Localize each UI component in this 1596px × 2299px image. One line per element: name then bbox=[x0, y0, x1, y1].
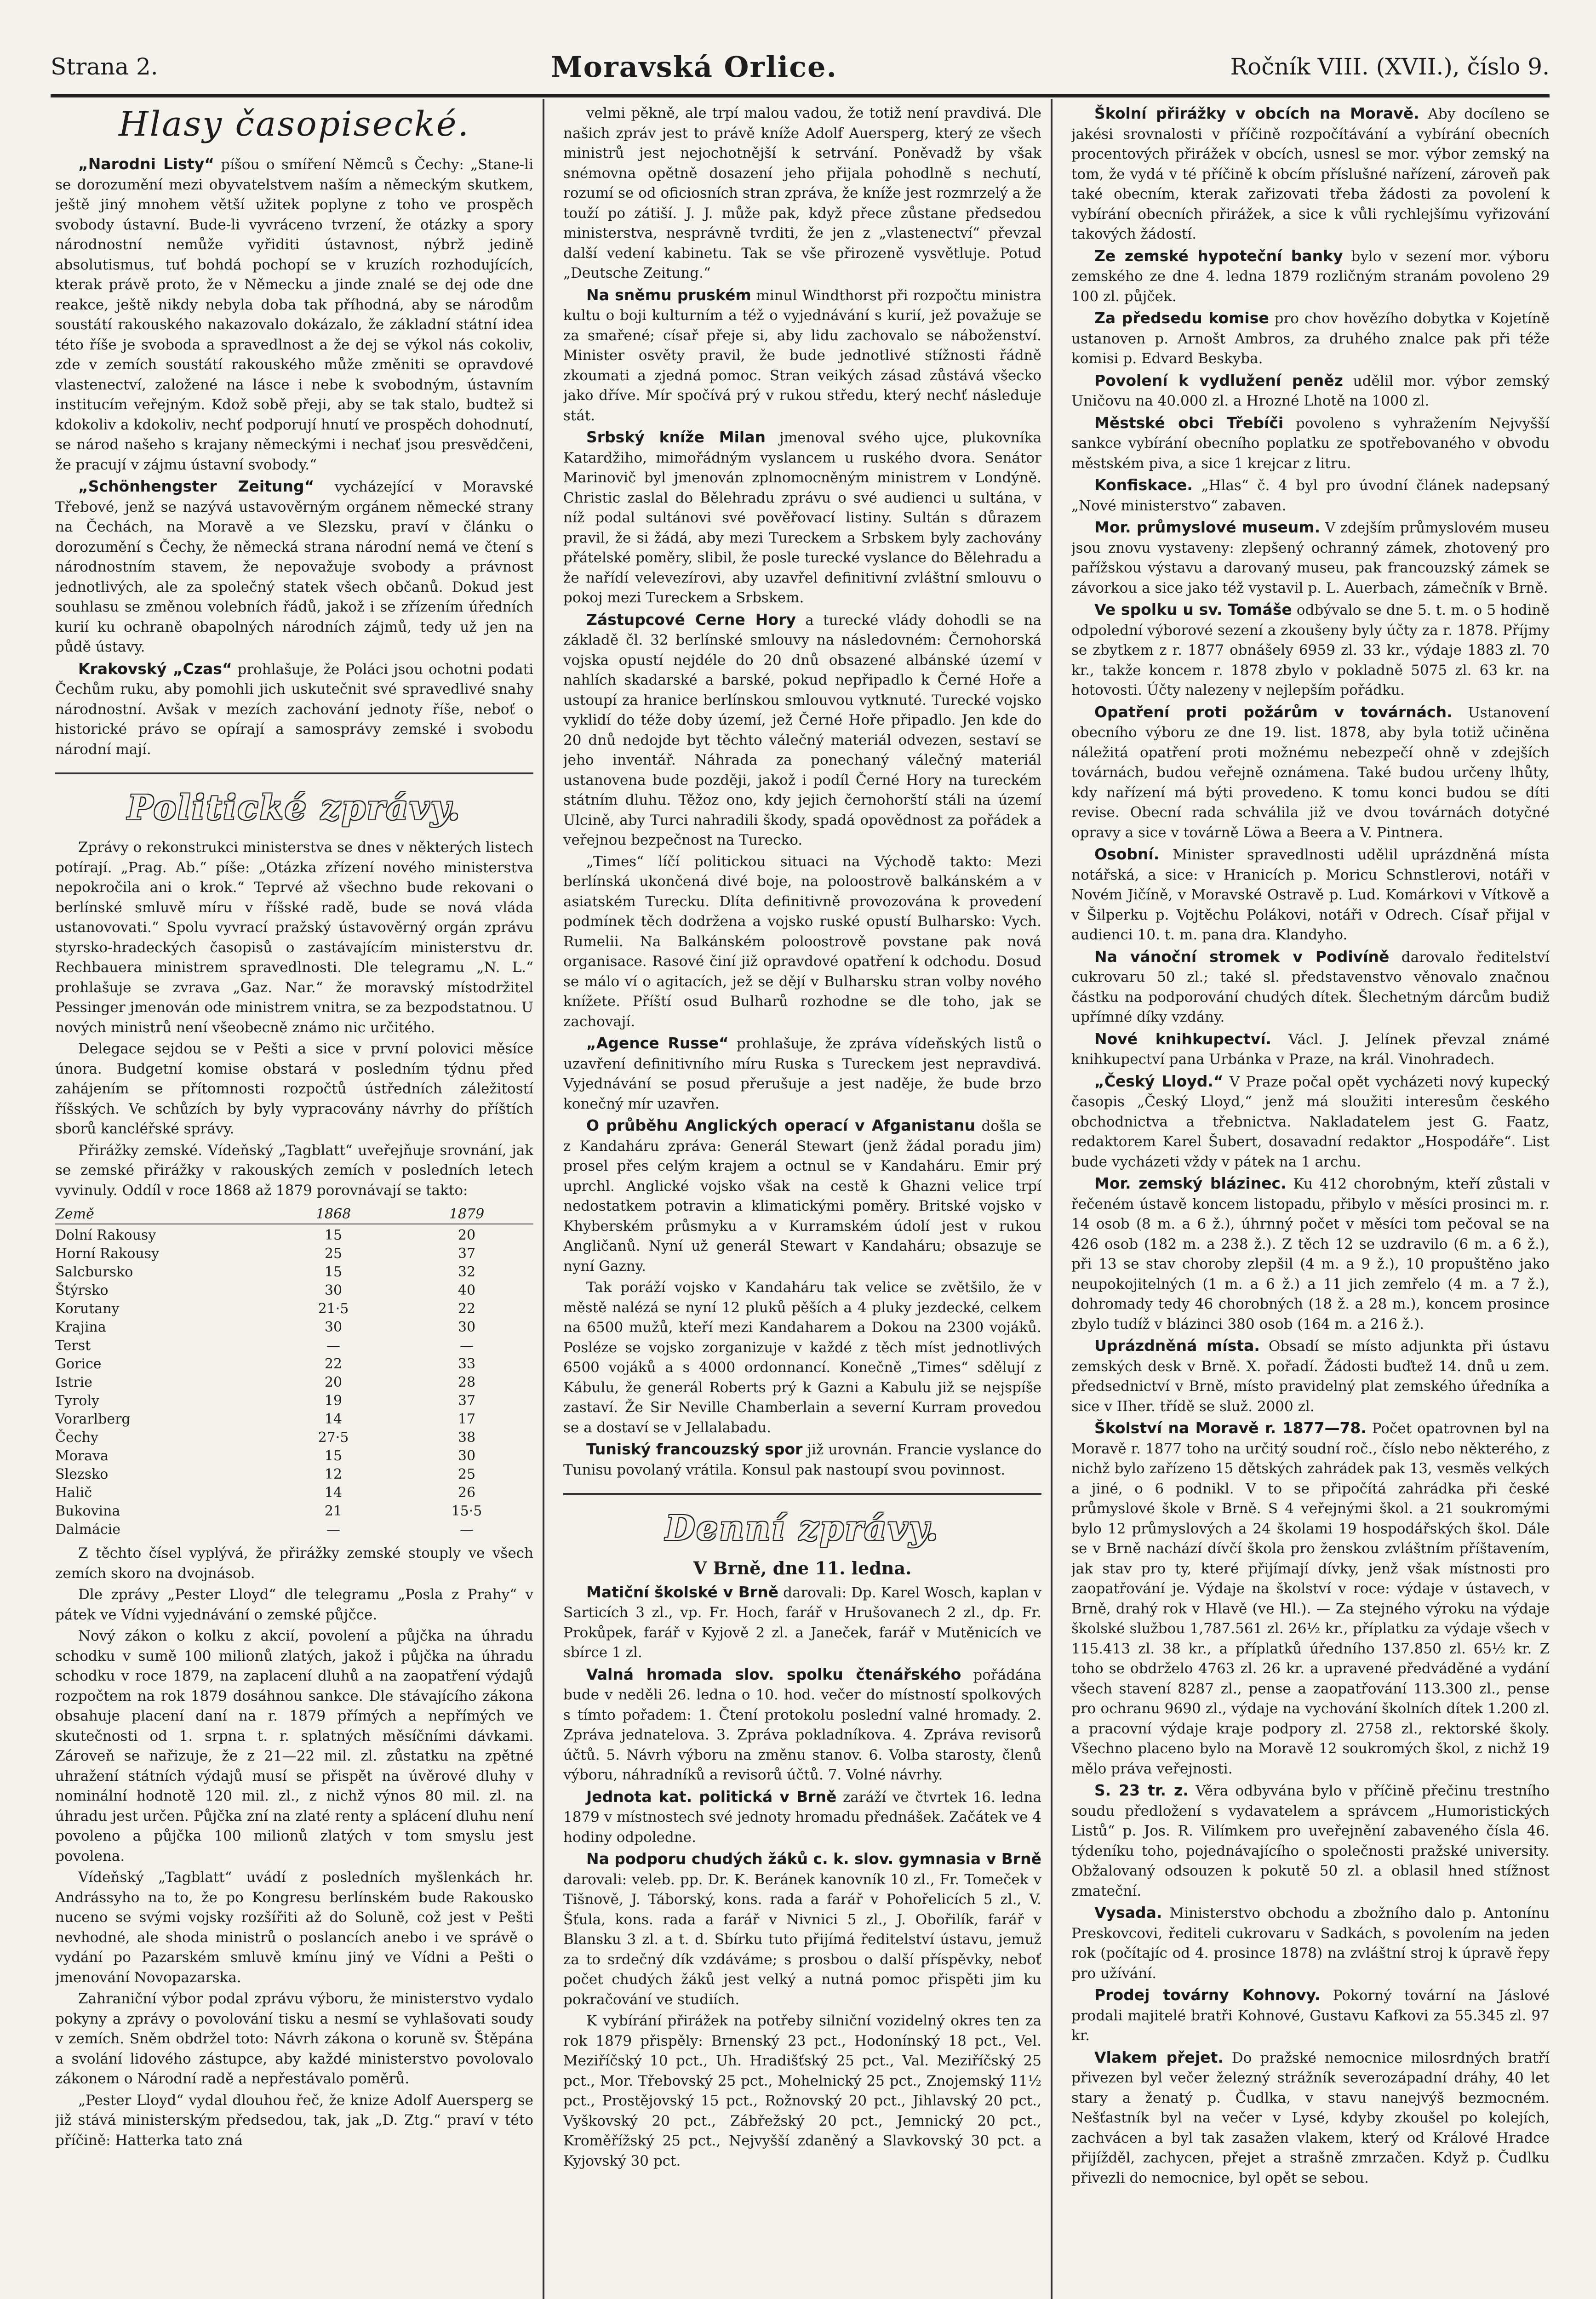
article-text: Nový zákon o kolku z akcií, povolení a půjčka na úhradu schodku v sumě 100 milionů zlatých, jakož i půjčka na úhradu schodku v roce 1879, na zaplacení dluhů a na zaopatření výdajů rozpočtem na rok 1879 dosáhnou sankce. Dle stávajícího zákona obsahuje placení daní na r. 1879 přímých a nepřímých ve skutečnosti od 1. srpna t. r. splatných měsíčními dávkami. Zároveň se nařizuje, že z 21—22 mil. zl. zůstatku na zpětné uhražení státních výdajů musí se přispět na úvěrové dluhy v nominální hodnotě 120 mil. zl., z nichž výnos 80 mil. zl. na úhradu jest určen. Půjčka zní na zlaté renty a splácení dluhu není povoleno a půjčka 100 milionů zlatých v tom smyslu jest povolena. bbox=[55, 1628, 533, 1864]
article-paragraph bbox=[55, 1585, 533, 1625]
article-text: „Pester Lloyd“ vydal dlouhou řeč, že knize Adolf Auersperg se již stává ministerským předsedou, tak, jak „D. Ztg.“ praví v této příčině: Hatterka tato zná bbox=[55, 2092, 533, 2149]
table-cell: 30 bbox=[324, 1319, 343, 1335]
article-paragraph bbox=[1071, 246, 1550, 307]
column-1 bbox=[55, 103, 533, 2299]
table-cell: Vorarlberg bbox=[55, 1411, 131, 1427]
article-paragraph bbox=[563, 2011, 1041, 2171]
article-text: prohlašuje, že zpráva vídeňských listů o uzavření definitivního míru Ruska s Tureckem jest nepravdivá. Vyjednávání se posud přerušuje a jest naděje, že bude brzo konečný mír uzavřen. bbox=[563, 1035, 1041, 1112]
table-header-cell: 1868 bbox=[315, 1206, 351, 1222]
table-header bbox=[55, 1205, 533, 1224]
article-text: Obsadí se místo adjunkta při ústavu zemských desk v Brně. X. pořadí. Žádosti buďtež 14. dnů u zem. předsednictví v Brně, místo pravidelný plat zemského úředníka a sice v IIher. třídě se služ. 2000 zl. bbox=[1071, 1338, 1550, 1415]
table-row bbox=[55, 1373, 533, 1392]
article-text: Věra odbyvána bylo v příčině přečinu trestního soudu předložení s vydavatelem a správcem „Humoristických Listů“ p. Jos. R. Vilímkem pro uveřejnění zabaveného čísla 46. týdeníku toho, pojednávajícího o společnosti pražské university. Obžalovaný odsouzen k pokutě 50 zl. a oblasil hned stížnost zmateční. bbox=[1071, 1783, 1550, 1899]
article-paragraph bbox=[55, 1141, 533, 1201]
article-text: odbývalo se dne 5. t. m. o 5 hodině odpolední výborové sezení a zkoušeny byly účty za r. 1878. Příjmy se zbytkem z r. 1877 obnášely 6959 zl. 33 kr., výdaje 1883 zl. 70 kr., takže koncem r. 1878 zbylo v pokladně 5075 zl. 63 kr. na hotovosti. Účty nalezeny v nejlepším pořádku. bbox=[1071, 602, 1550, 698]
table-cell: 40 bbox=[458, 1282, 476, 1298]
table-cell: — bbox=[326, 1338, 340, 1354]
table-cell: — bbox=[460, 1338, 474, 1354]
table-cell: Terst bbox=[55, 1338, 91, 1354]
table-cell: 20 bbox=[324, 1374, 343, 1390]
article-paragraph bbox=[55, 1989, 533, 2089]
table-cell: Dalmácie bbox=[55, 1521, 121, 1538]
article-paragraph bbox=[55, 1626, 533, 1866]
article-lead: „Agence Russe“ bbox=[586, 1034, 729, 1052]
article-paragraph bbox=[563, 852, 1041, 1032]
table-cell: Bukovina bbox=[55, 1503, 120, 1519]
article-lead: Vysada. bbox=[1094, 1904, 1162, 1922]
article-text: povoleno s vyhražením Nejvyšší sankce vybírání obecního poplatku ze spotřebovaného v obvodu městském piva, a sice 1 krejcar z litru. bbox=[1071, 415, 1550, 472]
section-heading-politics: Politické zprávy. bbox=[127, 788, 461, 828]
article-paragraph bbox=[563, 103, 1041, 284]
table-body bbox=[55, 1226, 533, 1539]
article-paragraph bbox=[55, 1544, 533, 1584]
article-lead: Mor. zemský blázinec. bbox=[1094, 1174, 1287, 1192]
table-cell: Korutany bbox=[55, 1301, 120, 1317]
article-text: Zprávy o rekonstrukci ministerstva se dnes v některých listech potírají. „Prag. Ab.“ píše: „Otázka zřízení nového ministerstva nepokročila ani o krok.“ Teprvé až všechno bude rekovani o berlínské smluvě míru v říšské radě, bude se nová vláda ustanovovati.“ Spolu vyvrací pražský ústavověrný orgán zprávu styrsko-hradeckých časopisů o zastávajícím ministerstvu dr. Rechbauera ministrem spravedlnosti. Dle telegramu „N. L.“ prohlašuje se zvrava „Gaz. Nar.“ že moravský místodržitel Pessinger jmenován ode ministrem vnitra, se za bezpodstatnou. U nových ministrů není všeobecně známo nic určitého. bbox=[55, 839, 533, 1036]
table-cell: 15 bbox=[324, 1264, 343, 1280]
article-text: udělil mor. výbor zemský Uničovu na 40.000 zl. a Hrozné Lhotě na 1000 zl. bbox=[1071, 372, 1550, 409]
table-cell: Slezsko bbox=[55, 1466, 109, 1482]
article-paragraph bbox=[55, 1039, 533, 1139]
table-cell: — bbox=[460, 1521, 474, 1538]
table-row bbox=[55, 1392, 533, 1410]
article-lead: Ve spolku u sv. Tomáše bbox=[1094, 600, 1292, 618]
article-lead: Mor. průmyslové museum. bbox=[1094, 518, 1321, 536]
table-cell: 30 bbox=[324, 1282, 343, 1298]
page-number: Strana 2. bbox=[51, 53, 158, 80]
table-cell: 25 bbox=[324, 1246, 343, 1262]
article-paragraph bbox=[1071, 1780, 1550, 1901]
table-cell: 14 bbox=[324, 1485, 343, 1501]
article-lead: O průběhu Anglických operací v Afganistanu bbox=[586, 1116, 976, 1134]
article-text: Minister spravedlnosti udělil uprázdněná místa notářská, a sice: v Hranicích p. Moricu Schnstlerovi, notáři v Novém Jičíně, v Moravské Ostravě p. Lud. Komárkovi v Vítkově a v Šilperku p. Vojtěchu Polákovi, notáři v Odrech. Císař přijal v audienci 10. t. m. pana dra. Klandyho. bbox=[1071, 846, 1550, 943]
politics-paragraphs bbox=[55, 838, 533, 1201]
issue-info: Ročník VIII. (XVII.), číslo 9. bbox=[1230, 53, 1550, 80]
table-cell: 28 bbox=[458, 1374, 476, 1390]
article-text: Ustanovení obecního výboru ze dne 19. list. 1878, aby byla totiž učiněna náležitá opatření proti možnému nebezpečí ohně v zdejších továrnách, budou veřejně oznámena. Také budou určeny lhůty, kdy nařízení má býti provedeno. K tomu konci budou se díti revise. Obecní rada schválila již ve dvou továrnách dotyčné opravy a sice v továrně Löwa a Beera a V. Pintnera. bbox=[1071, 704, 1550, 841]
article-lead: Konfiskace. bbox=[1094, 476, 1193, 494]
article-text: jmenoval svého ujce, plukovníka Katardžiho, mimořádným vyslancem u ruského dvora. Senátor Marinovič byl jmenován zplnomocněným ministrem v Londýně. Christic zaslal do Bělehradu zprávu o své audienci u sultána, v níž podal sultánovi své pověřovací listiny. Sultán s důrazem pravil, že si žádá, aby mezi Tureckem a Srbskem byly zachovány přátelské poměry, slibil, že posle turecké vyslance do Bělehradu a že nařídí velevezírovi, aby uzavřel definitivní zvláštní smlouvu o pokoj mezi Tureckem a Srbskem. bbox=[563, 429, 1041, 606]
article-paragraph bbox=[1071, 1029, 1550, 1070]
article-lead: Na podporu chudých žáků c. k. slov. gymnasia v Brně bbox=[586, 1850, 1041, 1868]
article-text: velmi pěkně, ale trpí malou vadou, že totiž není pravdivá. Dle našich zpráv jest to právě kníže Adolf Auersperg, který ze všech ministrů jest nejochotnější k setrvání. Poněvadž by však snémovna opětně dosazení jeho přijala pohodlně s nechutí, rozumí se od oficiosních stran zpráva, že kníže jest rozmrzelý a že touží po zátiší. J. J. může pak, když přece zůstane předsedou ministerstva, nesprávně tvrditi, že jen z „vlastenectví“ převzal další vedení kabinetu. Tak se vše přirozeně vysvětluje. Potud „Deutsche Zeitung.“ bbox=[563, 105, 1041, 281]
article-text: Přirážky zemské. Vídeňský „Tagblatt“ uveřejňuje srovnání, jak se zemské přirážky v rakouských zemích v posledních letech vyvinuly. Oddíl v roce 1868 až 1879 porovnávají se takto: bbox=[55, 1142, 533, 1199]
table-cell: 19 bbox=[324, 1393, 343, 1409]
article-paragraph bbox=[55, 838, 533, 1038]
table-row bbox=[55, 1465, 533, 1484]
article-text: došla se z Kandaháru zpráva: Generál Stewart (jenž žádal poradu jim) prosel přes celým krajem a octnul se v Kandaháru. Emir prý uprchl. Anglické vojsko však na cestě k Ghazni velice trpí nedostatkem potravin a klimatickými poměry. Britské vojsko v Khyberském průsmyku a v Kurramském údolí jest v rukou Angličanů. Nyní už generál Stewart v Kandaháru; obsazuje se nyní Gazny. bbox=[563, 1118, 1041, 1275]
surcharge-table bbox=[55, 1205, 533, 1539]
table-row bbox=[55, 1355, 533, 1373]
article-text: bylo v sezení mor. výboru zemského ze dne 4. ledna 1879 rozličným stranám povoleno 29 100 zl. půjček. bbox=[1071, 248, 1550, 305]
table-cell: Tyroly bbox=[55, 1393, 99, 1409]
article-lead: Matiční školské v Brně bbox=[586, 1583, 779, 1601]
table-cell: 12 bbox=[324, 1466, 343, 1482]
article-paragraph bbox=[1071, 103, 1550, 245]
article-text: minul Windthorst při rozpočtu ministra kultu o boji kulturním a též o vyjednávání s kurií, jež považuje se za smařené; císař přeje si, aby lidu zachovalo se náboženství. Minister osvěty pravil, že bude jednotlivé stížnosti řádně zkoumati a zjedná pomoc. Stran veikých zásad zůstává všecko jako dříve. Mír spočívá prý v rukou středu, který nechť následuje stát. bbox=[563, 287, 1041, 424]
article-text: Dle zprávy „Pester Lloyd“ dle telegramu „Posla z Prahy“ v pátek ve Vídni vyjednávání o zemské půjčce. bbox=[55, 1586, 533, 1623]
table-row bbox=[55, 1281, 533, 1300]
table-cell: 38 bbox=[458, 1430, 476, 1446]
article-text: Pokorný tovární na Jáslové prodali majitelé bratři Kohnové, Gustavu Kafkovi za 55.345 zl. 97 kr. bbox=[1071, 1987, 1550, 2044]
masthead bbox=[51, 41, 1550, 92]
table-cell: Salcbursko bbox=[55, 1264, 133, 1280]
table-header-cell: 1879 bbox=[449, 1206, 485, 1222]
table-cell: 30 bbox=[458, 1448, 476, 1464]
table-cell: Horní Rakousy bbox=[55, 1246, 160, 1262]
article-text: zaráží ve čtvrtek 16. ledna 1879 v místnostech své jednoty hromadu přednášek. Začátek ve 4 hodiny odpoledne. bbox=[563, 1789, 1041, 1846]
article-text: Ministerstvo obchodu a zbožního dalo p. Antonínu Preskovcovi, řediteli cukrovaru v Sadkách, s povolením na jeden rok (počítajíc od 4. prosince 1878) na zvláštní stroj k úpravě řepy pro užívání. bbox=[1071, 1905, 1550, 1982]
table-cell: 25 bbox=[458, 1466, 476, 1482]
article-lead: S. 23 tr. z. bbox=[1094, 1781, 1189, 1799]
article-lead: Školství na Moravě r. 1877—78. bbox=[1094, 1419, 1367, 1437]
article-lead: Tuniský francouzský spor bbox=[586, 1440, 803, 1458]
article-lead: Valná hromada slov. spolku čtenářského bbox=[586, 1665, 961, 1683]
article-text: Tak poráží vojsko v Kandaháru tak velice se zvětšilo, že v městě nalézá se nyní 12 pluků pěších a 4 pluky jezdecké, celkem na 6500 mužů, kteří mezi Kandaharem a Dokou na 2300 vojáků. Posléze se vojsko zorganizuje v každé z těch míst jednotlivých 6500 vojáků a s 4000 ordonnancí. Konečně „Times“ sdělují z Kábulu, že generál Roberts prý k Gazni a Kabulu již se nejspíše zastaví. Že Sir Neville Chamberlain a severní Kurram provedou se a dostaví se v Jellalabadu. bbox=[563, 1279, 1041, 1436]
table-cell: 15 bbox=[324, 1227, 343, 1243]
article-lead: Povolení k vydlužení peněz bbox=[1094, 371, 1343, 389]
article-lead: Zástupcové Cerne Hory bbox=[586, 610, 796, 629]
article-lead: Vlakem přejet. bbox=[1094, 2048, 1224, 2066]
table-cell: Istrie bbox=[55, 1374, 92, 1390]
article-text: Do pražské nemocnice milosrdných bratří přivezen byl večer železný strážník severozápadní dráhy, 40 let stary a ženatý p. Čudlka, v stavu nanejvýš bezmocném. Nešťastník byl na večer v Lysé, kdyby zkoušel po kolejích, zachvácen a byl tak zasažen vlakem, který od Králové Hradce přijížděl, zachycen, přejet a strašně zmrzačen. Když p. Čudlku přivezli do nemocnice, byl opět se sebou. bbox=[1071, 2049, 1550, 2186]
table-cell: 14 bbox=[324, 1411, 343, 1427]
section-heading-press: Hlasy časopisecké. bbox=[118, 104, 470, 144]
table-cell: 22 bbox=[458, 1301, 476, 1317]
table-cell: 21 bbox=[324, 1503, 343, 1519]
article-paragraph bbox=[1071, 600, 1550, 701]
article-paragraph bbox=[1071, 1173, 1550, 1334]
table-row bbox=[55, 1429, 533, 1447]
article-lead: Srbský kníže Milan bbox=[586, 428, 766, 446]
press-paragraphs bbox=[55, 154, 533, 760]
table-cell: 32 bbox=[458, 1264, 476, 1280]
daily-paragraphs-col3 bbox=[1071, 103, 1550, 2188]
article-text: Ku 412 chorobným, kteří zůstali v řečeném ústavě koncem listopadu, přibylo v měsíci prosinci m. r. 14 osob (8 m. a 6 ž.), úhrnný počet v měsíci tom pečoval se na 426 osob (182 m. a 238 ž.). Z těch 12 se uzdravilo (6 m. a 6 ž.), při 13 se stav choroby zlepšil (4 m. a 9 ž.), 10 propuštěno jako neupokojitelných (1 m. a 6 ž.) a 11 jich zemřelo (4 m. a 7 ž.), dohromady tedy 46 chorobných (18 ž. a 28 m.), koncem prosince zbylo tudíž v blázinci 380 osob (164 m. a 216 ž.). bbox=[1071, 1176, 1550, 1333]
table-cell: 37 bbox=[458, 1246, 476, 1262]
article-text: darovali: Dp. Karel Wosch, kaplan v Sarticích 3 zl., vp. Fr. Hoch, farář v Hrušovanech 2 zl., dp. Fr. Prokůpek, farář v Kyjově 2 zl. a Janeček, farář v Mutěnicích ve sbírce 1 zl. bbox=[563, 1584, 1041, 1661]
article-paragraph bbox=[563, 1278, 1041, 1438]
article-text: prohlašuje, že Poláci jsou ochotni podati Čechům ruku, aby pomohli jich uskutečnit své spravedlivé snahy národnostní. Avšak v mezích zachování jednoty říše, neboť o historické právo se opírají a samosprávy zemské i svobodu národní mají. bbox=[55, 661, 533, 758]
article-text: již urovnán. Francie vyslance do Tunisu povolaný vrátila. Konsul pak nastoupí svou povinnost. bbox=[563, 1441, 1041, 1478]
article-text: pro chov hovězího dobytka v Kojetíně ustanoven p. Arnošt Ambros, za druhého znalce pak při téže komisi p. Edvard Beskyba. bbox=[1071, 310, 1550, 367]
article-lead: Nové knihkupectví. bbox=[1094, 1029, 1272, 1048]
table-cell: 37 bbox=[458, 1393, 476, 1409]
article-paragraph bbox=[1071, 1903, 1550, 1984]
article-text: Vídeňský „Tagblatt“ uvádí z posledních myšlenkách hr. Andrássyho na to, že po Kongresu berlínském bude Rakousko nuceno se svými vojsky rozšířiti až do Soluně, což jest v Pešti nevhodné, ale shoda ministrů o poslancích anebo i ve správě o vydání po Pazarském smluvě kmínu jiný ve Vídni a Pešti o jmenování Novopazarska. bbox=[55, 1869, 533, 1986]
table-cell: Gorice bbox=[55, 1356, 102, 1372]
section-separator bbox=[563, 1493, 1041, 1495]
table-row bbox=[55, 1318, 533, 1337]
article-text: K vybírání přirážek na potřeby silniční vozidelný okres ten za rok 1879 přispěly: Brnenský 23 pct., Hodonínský 18 pct., Vel. Meziříčský 10 pct., Uh. Hradišťský 25 pct., Val. Meziříčský 25 pct., Mor. Třebovský 25 pct., Mohelnický 25 pct., Znojemský 11½ pct., Prostějovský 15 pct., Rožnovský 20 pct., Jihlavský 20 pct., Vyškovský 20 pct., Zábřežský 20 pct., Jemnický 20 pct., Kroměřížský 25 pct., Nejvyšší zdaněný a Slavkovský 30 pct. a Kyjovský 30 pct. bbox=[563, 2013, 1041, 2169]
table-cell: 26 bbox=[458, 1485, 476, 1501]
article-paragraph bbox=[1071, 2047, 1550, 2189]
article-lead: „Český Lloyd.“ bbox=[1094, 1072, 1224, 1090]
article-paragraph bbox=[55, 154, 533, 475]
table-cell: 20 bbox=[458, 1227, 476, 1243]
politics-paragraphs-col2 bbox=[563, 103, 1041, 1480]
article-text: Václ. J. Jelínek převzal známé knihkupectví pana Urbánka v Praze, na král. Vinohradech. bbox=[1071, 1031, 1550, 1068]
table-cell: 22 bbox=[324, 1356, 343, 1372]
article-text: Delegace sejdou se v Pešti a sice v první polovici měsíce února. Budgetní komise obstará v posledním týdnu před zahájením se přítomnosti rozpočtů ústředních záležitostí říšských. Ve schůzích by byly vypracovány návrhy do příštích sborů kancléřské správy. bbox=[55, 1041, 533, 1137]
article-paragraph bbox=[1071, 1336, 1550, 1417]
article-paragraph bbox=[55, 659, 533, 760]
table-row bbox=[55, 1521, 533, 1539]
column-rule-1 bbox=[543, 99, 544, 2299]
table-cell: 30 bbox=[458, 1319, 476, 1335]
column-2 bbox=[563, 103, 1041, 2299]
table-row bbox=[55, 1447, 533, 1465]
table-cell: 27·5 bbox=[318, 1430, 349, 1446]
article-text: Počet opatrovnen byl na Moravě r. 1877 toho na určitý soudní roč., číslo nebo některého, z nichž bylo zařízeno 15 dětských zahrádek pak 13, vesměs velkých a jiné, o 6 podnikl. V to se připočítá zahrádka při české průmyslové škole v Brně. S 4 veřejnými škol. a 21 soukromými bylo 12 průmyslových a 24 školami 19 hospodářských škol. Dále se v Brně nachází dívčí škola pro ženskou zvláštním příštavením, jak stav pro ty, které přijímají dívky, jenž však místnosti pro zaopatřování je. Výdaje na školství v roce: výdaje v ústavech, v Brně, drahý rok v Hlavě (ve Hl.). — Za stejného výroku na výdaje školské službou 1,787.561 zl. 26½ kr., příplatku za výdaje všech v 115.413 zl. 38 kr., a příplatků úředního 137.850 zl. 65½ kr. Z toho se obdrželo 4763 zl. 26 kr. a upravené předváděné a vydání všech stavení 8287 zl., pense a zaopatřování 113.300 zl., pense pro ochranu 9690 zl., výdaje na vychování školních dítek 1.200 zl. a pracovní výdaje kraje podpory zl. 2758 zl., rektorské školy. Všechno placeno bylo na Moravě 12 soukromých škol, z nichž 19 mělo práva veřejnosti. bbox=[1071, 1420, 1550, 1777]
masthead-rule bbox=[51, 94, 1550, 97]
article-paragraph bbox=[1071, 308, 1550, 369]
article-paragraph bbox=[1071, 947, 1550, 1028]
article-paragraph bbox=[563, 610, 1041, 851]
table-cell: 33 bbox=[458, 1356, 476, 1372]
article-paragraph bbox=[1071, 475, 1550, 516]
table-cell: Krajina bbox=[55, 1319, 106, 1335]
article-lead: Jednota kat. politická v Brně bbox=[586, 1787, 837, 1806]
column-3 bbox=[1071, 103, 1550, 2299]
article-paragraph bbox=[1071, 413, 1550, 474]
article-lead: „Narodni Listy“ bbox=[78, 155, 214, 173]
article-paragraph bbox=[563, 1787, 1041, 1848]
table-cell: Morava bbox=[55, 1448, 109, 1464]
table-cell: 17 bbox=[458, 1411, 476, 1427]
article-text: darovalo ředitelství cukrovaru 50 zl.; také sl. představenstvo věnovalo značnou částku na podporování chudých dítek. Šlechetným dárcům budiž upřímné díky vzdány. bbox=[1071, 949, 1550, 1025]
newspaper-title: Moravská Orlice. bbox=[551, 50, 838, 84]
table-cell: 15·5 bbox=[451, 1503, 482, 1519]
politics-paragraphs-continued bbox=[55, 1544, 533, 2150]
table-row bbox=[55, 1226, 533, 1245]
table-row bbox=[55, 1410, 533, 1429]
article-lead: Ze zemské hypoteční banky bbox=[1094, 246, 1343, 265]
table-row bbox=[55, 1484, 533, 1502]
article-paragraph bbox=[1071, 517, 1550, 598]
section-heading-daily: Denní zprávy. bbox=[665, 1509, 939, 1548]
article-lead: Městské obci Třebíči bbox=[1094, 413, 1284, 432]
article-paragraph bbox=[1071, 1985, 1550, 2046]
article-paragraph bbox=[563, 1849, 1041, 2010]
article-lead: Prodej továrny Kohnovy. bbox=[1094, 1986, 1321, 2004]
article-paragraph bbox=[563, 1115, 1041, 1276]
table-cell: Štýrsko bbox=[55, 1282, 109, 1298]
column-rule-2 bbox=[1051, 99, 1053, 2299]
article-text: darovali: veleb. pp. Dr. K. Beránek kanovník 10 zl., Fr. Tomeček v Tišnově, J. Táborský, kons. rada a farář v Pohořelicích 5 zl., V. Šťula, kons. rada a farář v Nivnici 5 zl., J. Obořilík, farář v Blansku 3 zl. a t. d. Sbírku tuto přijímá ředitelství ústavu, jemuž za to srdečný dík vzdáváme; s prosbou o další příspěvky, neboť počet chudých žáků jest velký a nutná pomoc přispěti jim ku pokračování ve studiích. bbox=[563, 1871, 1041, 2008]
article-text: Z těchto čísel vyplývá, že přirážky zemské stouply ve všech zemích skoro na dvojnásob. bbox=[55, 1545, 533, 1582]
article-text: V Praze počal opět vycházeti nový kupecký časopis „Český Lloyd,“ jenž má sloužiti interesům českého obchodnictva a třebnictva. Nakladatelem jest G. Faatz, redaktorem Karel Šubert, dosavadní redaktor „Hospodáře“. List bude vycházeti vždy v pátek na 1 archu. bbox=[1071, 1073, 1550, 1170]
article-lead: Na sněmu pruském bbox=[586, 286, 751, 304]
table-cell: — bbox=[326, 1521, 340, 1538]
article-lead: Na vánoční stromek v Podivíně bbox=[1094, 947, 1390, 966]
article-paragraph bbox=[563, 1439, 1041, 1480]
table-row bbox=[55, 1245, 533, 1263]
article-paragraph bbox=[1071, 702, 1550, 843]
article-text: pořádána bude v neděli 26. ledna o 10. hod. večer do místností spolkových s tímto pořadem: 1. Čtení protokolu poslední valné hromady. 2. Zpráva jednatelova. 3. Zpráva pokladníkova. 4. Zpráva revisorů účtů. 5. Návrh výboru na změnu stanov. 6. Volba starosty, členů výboru, náhradníků a revisorů účtů. 7. Volné návrhy. bbox=[563, 1666, 1041, 1783]
table-row bbox=[55, 1337, 533, 1355]
article-paragraph bbox=[1071, 1071, 1550, 1172]
article-paragraph bbox=[55, 2091, 533, 2151]
table-header-cell: Země bbox=[55, 1206, 94, 1222]
article-paragraph bbox=[1071, 371, 1550, 412]
table-row bbox=[55, 1502, 533, 1521]
article-paragraph bbox=[563, 1582, 1041, 1663]
table-cell: Dolní Rakousy bbox=[55, 1227, 156, 1243]
article-lead: Za předsedu komise bbox=[1094, 309, 1269, 327]
article-text: V zdejším průmyslovém museu jsou znovu vystaveny: zlepšený ochranný zámek, zhotovený pro pařížskou výstavu a darovaný museu, pak francouzský zámek se závorkou a sice jako též vystavil p. L. Auerbach, zámečník v Brně. bbox=[1071, 520, 1550, 596]
article-text: Aby docíleno se jakési srovnalosti v příčině rozpočítávání a vybírání obecních procentových přirážek v obcích, usnesl se mor. výbor zemský na tom, že vydá v té příčině k obcím příslušné nařízení, zároveň pak také obecním, kterak zařizovati třeba žádosti za povolení k vybírání obecních přirážek, a sice k vůli rychlejšímu vyřizování takových žádostí. bbox=[1071, 106, 1550, 242]
article-paragraph bbox=[55, 476, 533, 658]
article-paragraph bbox=[563, 427, 1041, 608]
article-text: „Times“ líčí politickou situaci na Východě takto: Mezi berlínská ukončená divé boje, na poloostrově balkánském a v asiatském Turecku. Dlíta definitivně provozována k provedení podmínek těch dodržena a vojsko ruské opustí Bulharsko: Vych. Rumelii. Na Balkánském poloostrově povstane pak nová organisace. Rasové činí již opravdové opatření k odchodu. Dosud se málo ví o agitacích, jež se dějí v Bulharsku stran volby nového knížete. Příští osud Bulharů rozhodne se dle toho, jak se zachovají. bbox=[563, 853, 1041, 1030]
article-text: a turecké vlády dohodli se na základě čl. 32 berlínské smlouvy na následovném: Černohorská vojska opustí nejdéle do 20 dnů obsazené albánské území v nahlích skadarské a barské, pokud nepřipadlo k Černé Hoře a ustoupí za hranice berlínskou smlouvou vytknuté. Turecké vojsko vyklidí do téže doby území, jež Černé Hoře připadlo. Jen kde do 20 dnů nedojde byt těchto válečný materiál odvezen, sestaví se jeho inventář. Náhrada za ponechaný válečný materiál ustanovena bude později, jakož i podíl Černé Hory na tureckém státním dluhu. Těžoz ono, kdy jejich černohorští stáli na území Ulcině, aby Turci nahradili škody, spadá opovědnost za pořádek a veřejnou bezpečnost na Turecko. bbox=[563, 612, 1041, 848]
table-row bbox=[55, 1263, 533, 1281]
article-lead: Krakovský „Czas“ bbox=[78, 659, 232, 678]
table-cell: 15 bbox=[324, 1448, 343, 1464]
article-paragraph bbox=[563, 285, 1041, 426]
section-separator bbox=[55, 772, 533, 774]
article-text: vycházející v Moravské Třebové, jenž se nazývá ustavověrným orgánem německé strany na Čechách, na Moravě a ve Slezsku, praví v článku o dorozumění s Čechy, že německá strana národní nemá ve čtení s národnostním stavem, že nepovažuje svobody a právnost jednotlivých, ale za společný statek všech občanů. Dokud jest souhlasu se změnou volebních řádů, jakož i se zřízením úředních kurií ku ochraně obapolných národních zájmů, tedy už jen na půdě ústavy. bbox=[55, 479, 533, 655]
article-paragraph bbox=[563, 1033, 1041, 1114]
article-lead: Opatření proti požárům v továrnách. bbox=[1094, 703, 1453, 721]
article-paragraph bbox=[563, 1664, 1041, 1785]
table-cell: 21·5 bbox=[318, 1301, 349, 1317]
table-cell: Čechy bbox=[55, 1430, 98, 1446]
article-lead: Uprázdněná místa. bbox=[1094, 1337, 1260, 1355]
table-row bbox=[55, 1300, 533, 1318]
dateline: V Brně, dne 11. ledna. bbox=[693, 1558, 912, 1578]
article-text: „Hlas“ č. 4 byl pro úvodní článek nadepsaný „Nové ministerstvo“ zabaven. bbox=[1071, 477, 1550, 514]
article-paragraph bbox=[1071, 1418, 1550, 1779]
article-paragraph bbox=[1071, 844, 1550, 945]
table-cell: Halič bbox=[55, 1485, 92, 1501]
article-lead: Školní přirážky v obcích na Moravě. bbox=[1094, 104, 1419, 122]
article-lead: Osobní. bbox=[1094, 845, 1160, 863]
article-lead: „Schönhengster Zeitung“ bbox=[78, 477, 315, 495]
article-paragraph bbox=[55, 1868, 533, 1988]
article-text: Zahraniční výbor podal zprávu výboru, že ministerstvo vydalo pokyny a zprávy o povolování tisku a nesmí se vyhlašovati soudy v zemích. Sněm obdržel toto: Návrh zákona o koruně sv. Štěpána a svolání lidového zástupce, aby každé ministerstvo povolovalo zákonem o Národní radě a nepřestávalo poměrů. bbox=[55, 1990, 533, 2087]
daily-paragraphs bbox=[563, 1582, 1041, 2172]
article-text: píšou o smíření Němců s Čechy: „Stane-li se dorozumění mezi obyvatelstvem naším a německým skutkem, ještě jiný mnohem větší užitek poplyne z toho ve prospěch svobody ústavní. Bude-li vyvráceno tvrzení, že otázky a spory národnostní nemůže vyřiditi ústavnost, nýbrž jedině absolutismus, tuť bohdá pochopí se v kruzích rozhodujících, kterak právě proto, že v Německu a jinde znalé se dej ode dne reakce, ještě nikdy nebyla doba tak příhodná, aby se národům soustátí rakouského nakazovalo dokázalo, že základní státní idea této říše je svoboda a spravedlnost a že dej se výkol nás cokoliv, zde v zemích soustátí rakouského může změniti se opravdové vlastenectví, založené na lásce i nebe k svobodným, ústavním institucím veřejným. Kdož sobě přeji, aby se tak stalo, budtež si kdokoliv a kdokoliv, nechť podporují hnutí ve prospěch dohodnutí, se národ našeho s krajany německými i nechať jsou presvědčeni, že pracují v zájmu ústavní svobody.“ bbox=[55, 156, 533, 473]
